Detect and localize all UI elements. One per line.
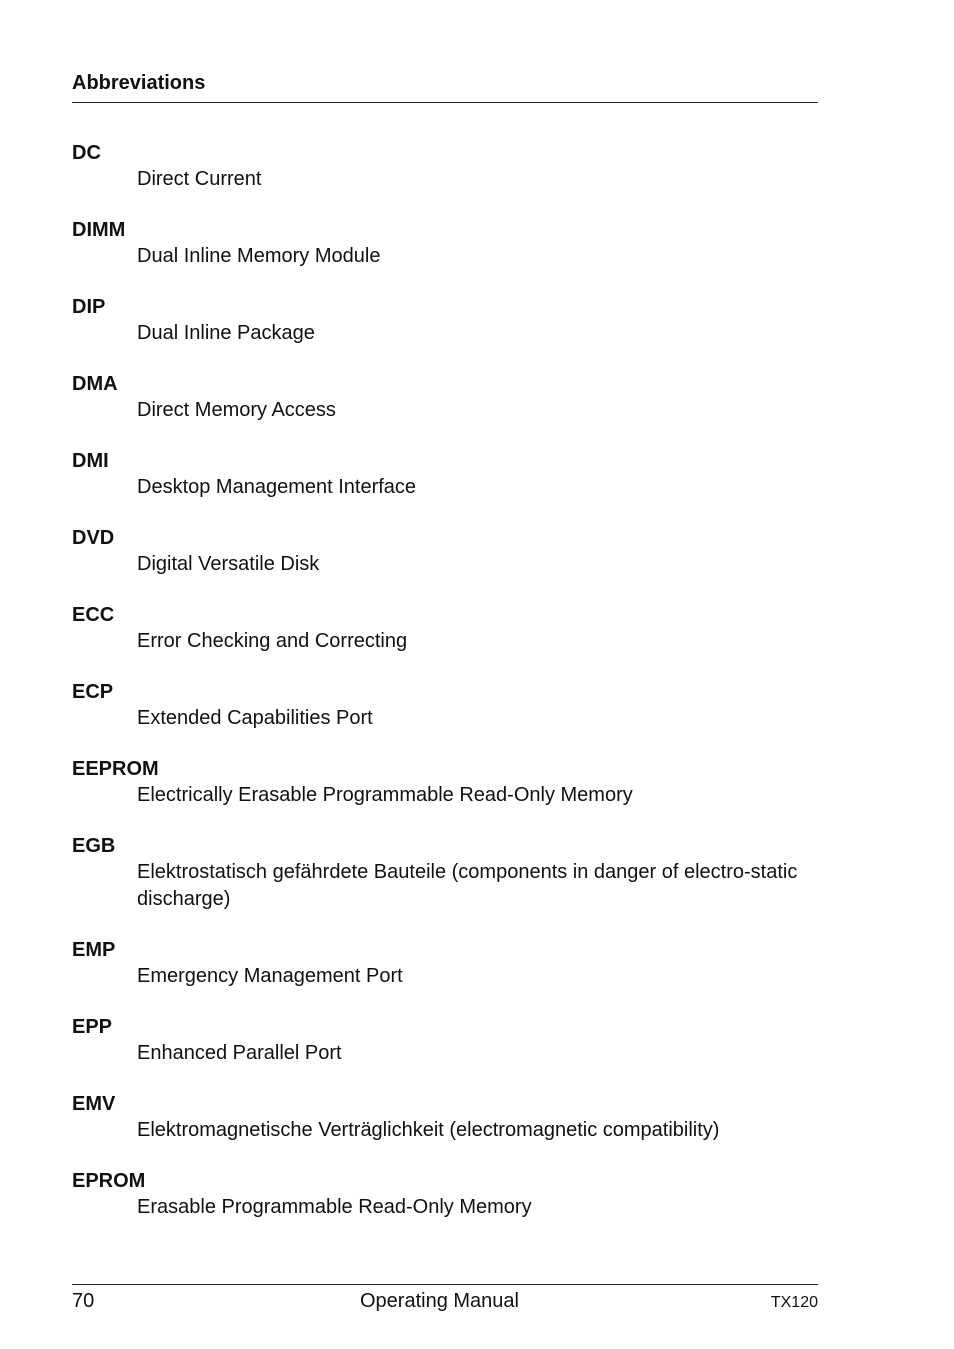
abbreviation-term: DC <box>72 142 101 164</box>
footer-product-name: TX120 <box>770 1294 818 1311</box>
abbreviation-entry <box>72 218 818 270</box>
abbreviation-term: EEPROM <box>72 758 159 780</box>
abbreviation-list <box>72 141 818 1246</box>
abbreviation-term: EMP <box>72 939 116 961</box>
page-header-title: Abbreviations <box>72 72 206 94</box>
abbreviation-entry <box>72 1015 818 1067</box>
abbreviation-term: EMV <box>72 1093 116 1115</box>
abbreviation-term: DMA <box>72 373 118 395</box>
abbreviation-entry <box>72 526 818 578</box>
abbreviation-definition: Elektromagnetische Verträglichkeit (electromagnetic compatibility) <box>137 1119 720 1141</box>
abbreviation-definition: Direct Memory Access <box>137 399 336 421</box>
abbreviation-term: EGB <box>72 835 116 857</box>
footer-divider <box>72 1284 818 1285</box>
abbreviation-definition: Emergency Management Port <box>137 965 403 987</box>
footer-document-title: Operating Manual <box>360 1290 519 1312</box>
abbreviation-definition: Elektrostatisch gefährdete Bauteile (components in danger of electro-static discharge) <box>137 861 798 910</box>
abbreviation-term: DVD <box>72 527 115 549</box>
abbreviation-term: ECC <box>72 604 115 626</box>
abbreviation-term: DMI <box>72 450 109 472</box>
header-divider <box>72 102 818 103</box>
abbreviation-entry <box>72 938 818 990</box>
abbreviation-entry <box>72 757 818 809</box>
abbreviation-entry <box>72 1169 818 1221</box>
abbreviation-definition: Erasable Programmable Read-Only Memory <box>137 1196 532 1218</box>
abbreviation-definition: Dual Inline Package <box>137 322 315 344</box>
abbreviation-definition: Digital Versatile Disk <box>137 553 320 575</box>
abbreviation-definition: Dual Inline Memory Module <box>137 245 381 267</box>
abbreviation-term: DIP <box>72 296 106 318</box>
abbreviation-definition: Desktop Management Interface <box>137 476 417 498</box>
abbreviation-entry <box>72 680 818 732</box>
abbreviation-term: EPROM <box>72 1170 146 1192</box>
abbreviation-entry <box>72 141 818 193</box>
abbreviation-definition: Extended Capabilities Port <box>137 707 373 729</box>
abbreviation-definition: Enhanced Parallel Port <box>137 1042 342 1064</box>
abbreviation-term: EPP <box>72 1016 113 1038</box>
abbreviation-entry <box>72 603 818 655</box>
abbreviation-entry <box>72 449 818 501</box>
abbreviation-entry <box>72 1092 818 1144</box>
page-number: 70 <box>72 1290 95 1312</box>
abbreviation-definition: Electrically Erasable Programmable Read-Only Memory <box>137 784 633 806</box>
abbreviation-entry <box>72 834 818 913</box>
abbreviation-term: DIMM <box>72 219 126 241</box>
abbreviation-entry <box>72 372 818 424</box>
abbreviation-definition: Error Checking and Correcting <box>137 630 408 652</box>
abbreviation-definition: Direct Current <box>137 168 262 190</box>
abbreviation-entry <box>72 295 818 347</box>
abbreviation-term: ECP <box>72 681 114 703</box>
